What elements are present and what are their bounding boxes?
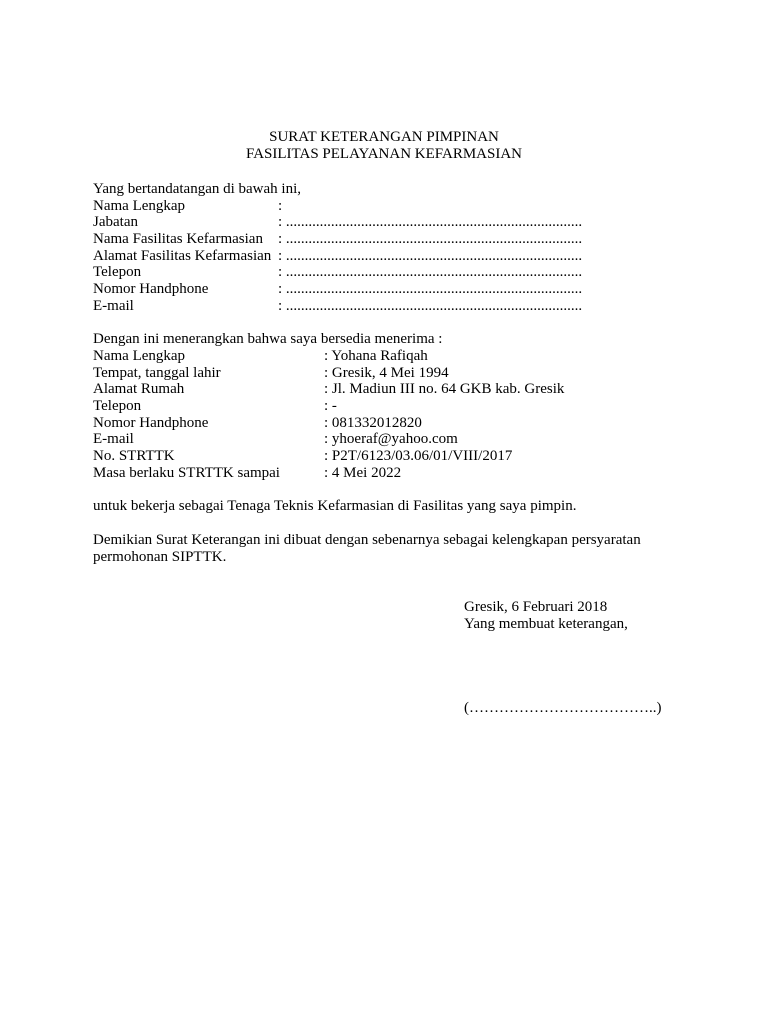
closing-text-line1: Demikian Surat Keterangan ini dibuat dengan sebenarnya sebagai kelengkapan persyaratan <box>93 532 641 548</box>
signature-place-date: Gresik, 6 Februari 2018 <box>464 599 608 615</box>
letter-title-line2: FASILITAS PELAYANAN KEFARMASIAN <box>245 146 523 162</box>
field-label: Nama Fasilitas Kefarmasian <box>93 231 263 247</box>
field-label: E-mail <box>93 431 134 447</box>
field-value: : ............................................................................... <box>278 281 583 297</box>
field-value: : 4 Mei 2022 <box>324 465 402 481</box>
field-label: No. STRTTK <box>93 448 175 464</box>
field-label: Alamat Fasilitas Kefarmasian <box>93 248 272 264</box>
field-value: : 081332012820 <box>324 415 422 431</box>
field-label: Tempat, tanggal lahir <box>93 365 221 381</box>
field-value: : Gresik, 4 Mei 1994 <box>324 365 449 381</box>
field-value: : ............................................................................... <box>278 231 583 247</box>
closing-text-line2: permohonan SIPTTK. <box>93 549 227 565</box>
field-label: Masa berlaku STRTTK sampai <box>93 465 280 481</box>
signature-name-placeholder: (………………………………..) <box>464 700 662 716</box>
field-value: : ............................................................................... <box>278 214 583 230</box>
field-label: Alamat Rumah <box>93 381 185 397</box>
field-label: Nama Lengkap <box>93 348 186 364</box>
field-value: : <box>278 198 283 214</box>
intro-text: Yang bertandatangan di bawah ini, <box>93 181 302 197</box>
field-value: : - <box>324 398 337 414</box>
field-value: : yhoeraf@yahoo.com <box>324 431 458 447</box>
field-label: Telepon <box>93 398 142 414</box>
field-value: : ............................................................................... <box>278 248 583 264</box>
field-label: Telepon <box>93 264 142 280</box>
field-label: Jabatan <box>93 214 138 230</box>
field-value: : Jl. Madiun III no. 64 GKB kab. Gresik <box>324 381 565 397</box>
field-label: E-mail <box>93 298 134 314</box>
signature-maker: Yang membuat keterangan, <box>464 616 628 632</box>
field-value: : ............................................................................... <box>278 264 583 280</box>
letter-title-line1: SURAT KETERANGAN PIMPINAN <box>269 129 499 145</box>
field-value: : Yohana Rafiqah <box>324 348 428 364</box>
field-label: Nomor Handphone <box>93 281 209 297</box>
field-value: : P2T/6123/03.06/01/VIII/2017 <box>324 448 513 464</box>
purpose-text: untuk bekerja sebagai Tenaga Teknis Kefarmasian di Fasilitas yang saya pimpin. <box>93 498 577 514</box>
field-value: : ............................................................................... <box>278 298 583 314</box>
field-label: Nomor Handphone <box>93 415 209 431</box>
statement-text: Dengan ini menerangkan bahwa saya bersedia menerima : <box>93 331 443 347</box>
field-label: Nama Lengkap <box>93 198 186 214</box>
